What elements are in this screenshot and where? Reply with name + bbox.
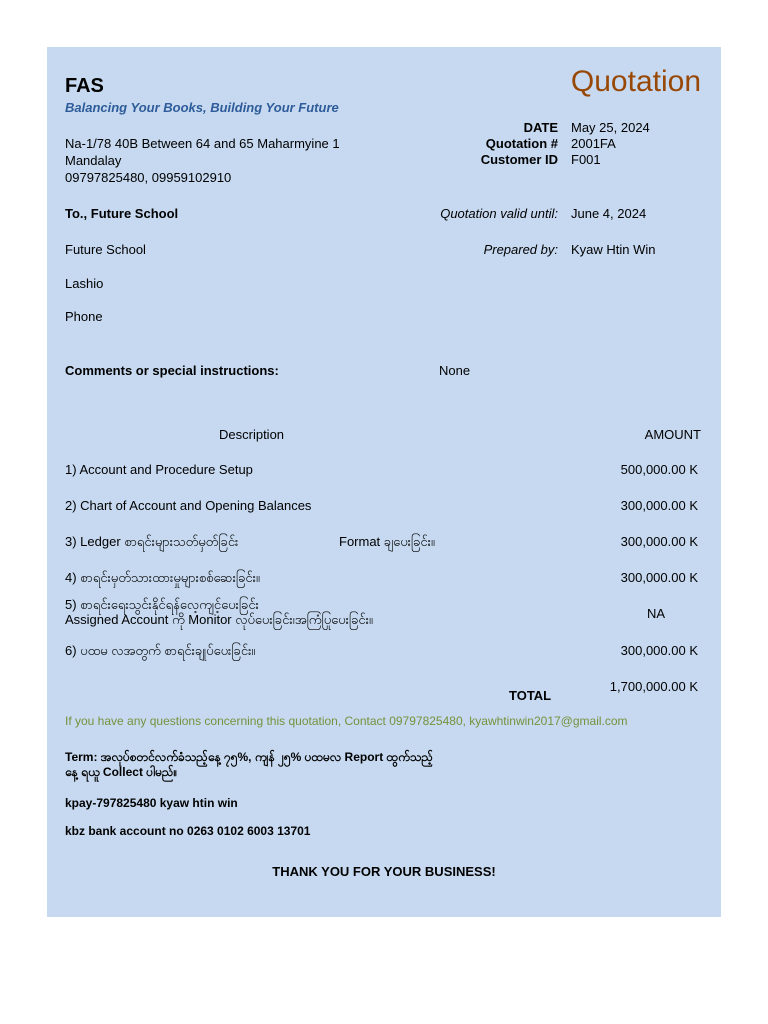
valid-until-label: Quotation valid until:: [440, 206, 558, 221]
payment-terms: [65, 750, 433, 780]
meta-labels: [481, 119, 558, 167]
row-6-description: 6) ပထမ လအတွက် စာရင်းချုပ်ပေးခြင်း။: [65, 643, 256, 658]
total-value: 1,700,000.00 K: [609, 679, 698, 694]
contact-note: If you have any questions concerning this quotation, Contact 09797825480, kyawhtinwin2017@gmail.com: [65, 714, 628, 728]
comments-label: Comments or special instructions:: [65, 363, 279, 378]
document-title: Quotation: [570, 65, 701, 98]
row-5-description-line-2: Assigned Account ကို Monitor လုပ်ပေးခြင်း၊အကြံပြုပေးခြင်း။: [65, 612, 373, 627]
payment-terms-line-1: Term: အလုပ်စတင်လက်ခံသည့်နေ့ ၇၅%, ကျန် ၂၅% ပထမလ Report ထွက်သည့်: [65, 750, 434, 764]
date-value: May 25, 2024: [571, 120, 650, 135]
comments-value: None: [439, 363, 471, 378]
row-6-amount: 300,000.00 K: [620, 643, 698, 658]
kpay-info: kpay-797825480 kyaw htin win: [65, 796, 238, 810]
row-3-description: 3) Ledger စာရင်းများသတ်မှတ်ခြင်း: [65, 534, 239, 549]
row-1-amount: 500,000.00 K: [620, 462, 698, 477]
bank-account-info: kbz bank account no 0263 0102 6003 13701: [65, 824, 311, 838]
thank-you-note: THANK YOU FOR YOUR BUSINESS!: [272, 864, 496, 879]
row-5-description: 5) စာရင်းရေးသွင်းနိုင်ရန်လေ့ကျင့်ပေးခြင်း: [65, 597, 259, 612]
row-1-description: 1) Account and Procedure Setup: [65, 462, 253, 477]
company-tagline: Balancing Your Books, Building Your Future: [65, 100, 339, 115]
to-line: To., Future School: [65, 206, 179, 221]
row-2-description: 2) Chart of Account and Opening Balances: [65, 498, 312, 513]
row-4-amount: 300,000.00 K: [620, 570, 698, 585]
customer-id-label: Customer ID: [480, 152, 558, 167]
prepared-by-label: Prepared by:: [483, 242, 558, 257]
row-4-description: 4) စာရင်းမှတ်သားထားမှုများစစ်ဆေးခြင်း။: [65, 570, 260, 585]
company-address: [65, 135, 340, 186]
customer-city: Lashio: [65, 276, 104, 291]
customer-id-value: F001: [571, 152, 601, 167]
row-3-amount: 300,000.00 K: [620, 534, 698, 549]
valid-until-value: June 4, 2024: [571, 206, 647, 221]
total-label: TOTAL: [509, 688, 552, 703]
date-label: DATE: [523, 120, 558, 135]
payment-terms-line-2: နေ့ ရယူ Collect ပါမည်။: [65, 765, 178, 779]
row-3-format-note: Format ချပေးခြင်း။: [339, 534, 435, 549]
quotation-number-value: 2001FA: [571, 136, 616, 151]
customer-phone: Phone: [65, 309, 103, 324]
row-5-amount: NA: [646, 606, 665, 621]
meta-values: [571, 119, 650, 167]
address-line-1: Na-1/78 40B Between 64 and 65 Maharmyine 1: [65, 136, 340, 151]
company-name: FAS: [65, 75, 104, 97]
row-2-amount: 300,000.00 K: [620, 498, 698, 513]
prepared-by-value: Kyaw Htin Win: [571, 242, 656, 257]
quotation-sheet: [47, 47, 721, 917]
address-line-2: Mandalay: [65, 153, 122, 168]
company-phone: 09797825480, 09959102910: [65, 170, 232, 185]
column-header-amount: AMOUNT: [644, 427, 701, 442]
column-header-description: Description: [219, 427, 285, 442]
quotation-number-label: Quotation #: [485, 136, 558, 151]
customer-name: Future School: [65, 242, 146, 257]
